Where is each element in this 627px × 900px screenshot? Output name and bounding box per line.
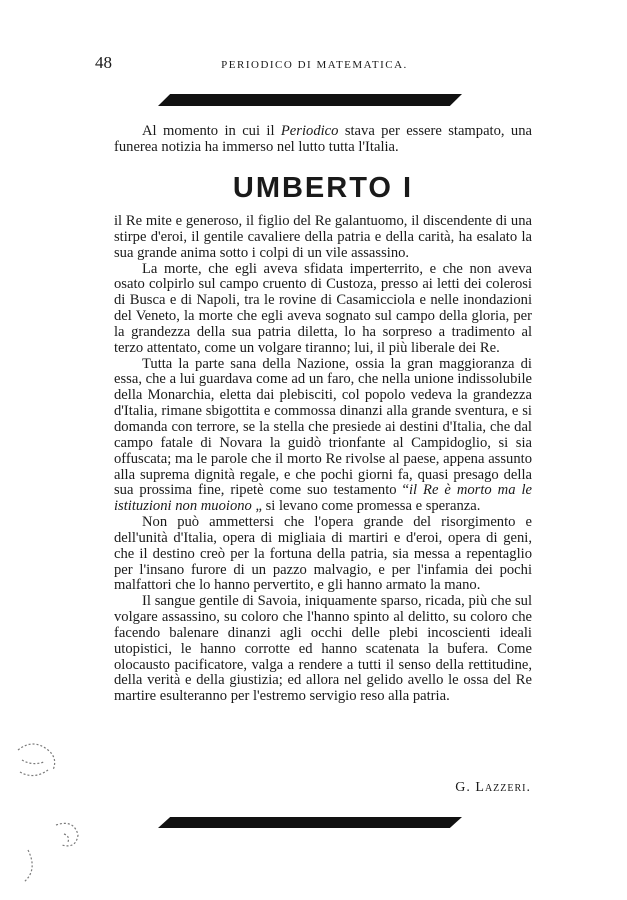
- intro-after: stava per essere stampato, una funerea notizia ha immerso nel lutto tutta l'Italia.: [114, 123, 532, 155]
- paragraph-3-after: „ si levano come promessa e speranza.: [251, 498, 481, 515]
- paragraph-3: [114, 357, 532, 515]
- page-number: 48: [95, 53, 112, 72]
- page-header: [95, 53, 537, 73]
- article-title: UMBERTO I: [232, 172, 414, 204]
- running-head: PERIODICO DI MATEMATICA.: [221, 59, 408, 71]
- king-quote: il Re è morto ma le istituzioni non muoiono: [114, 482, 532, 515]
- paragraph-4: Non può ammettersi che l'opera grande del risorgimento e dell'unità d'Italia, opera di migliaia di martiri e d'eroi, opera di geni, che il destino creò per la fortuna della patria, sia messa a repentaglio per l'insano furore di un pazzo malvagio, e per l'infamia dei pochi malfattori che lo hanno pervertito, e gli hanno armato la mano.: [114, 514, 532, 594]
- author-signature: G. Lazzeri.: [455, 780, 531, 795]
- paragraph-2: La morte, che egli aveva sfidata imperterrito, e che non aveva osato colpirlo sul campo cruento di Custoza, presso ai letti dei colerosi di Busca e di Napoli, tra le rovine di Casamicciola e nelle inondazioni del Veneto, la morte che egli aveva sognato sul campo della gloria, per la grandezza della sua patria diletta, lo ha sorpreso a tradimento al terzo attentato, come un volgare tiranno; lui, il più liberale dei Re.: [114, 260, 532, 356]
- paragraph-5: Il sangue gentile di Savoia, iniquamente sparso, ricada, più che sul volgare assassino, su coloro che l'hanno spinto al delitto, su coloro che facendo balenare dinanzi agli occhi delle plebi incoscienti ideali utopistici, le hanno corrotte ed hanno scatenata la bufera. Come olocausto pacificatore, valga a rendere a tutti il senso della rettitudine, della verità e della giustizia; ed allora nel gelido avello le ossa del Re martire esulteranno per l'estremo servigio reso alla patria.: [114, 593, 532, 705]
- intro-before: Al momento in cui il: [142, 123, 281, 139]
- paragraph-3-before: Tutta la parte sana della Nazione, ossia la gran maggioranza di essa, che a lui guardava come ad un faro, che nella unione indissolubile della Monarchia, eletta dai plebisciti, col popolo vedeva la grandezza d'Italia, rimane sbigottita e commossa dinanzi alla grande sventura, e si domanda con terrore, se la stella che presiede ai destini d'Italia, che dal campo fatale di Novara la guidò trionfante al Campidoglio, si sia offuscata; ma le parole che il morto Re rivolse al paese, appena assunto alla suprema dignità regale, e che pochi giorni fa, quasi presago della sua prossima fine, ripetè come suo testamento “: [114, 355, 532, 499]
- article-body: [114, 214, 532, 705]
- top-decorative-rule: [158, 94, 462, 106]
- journal-name: Periodico: [280, 123, 339, 139]
- bottom-decorative-rule: [158, 817, 462, 828]
- library-stamp-icon: [8, 730, 88, 890]
- paragraph-1: il Re mite e generoso, il figlio del Re galantuomo, il discendente di una stirpe d'eroi, il gentile cavaliere della patria e della carità, ha esalato la sua grande anima sotto i colpi di un vile assassino.: [114, 213, 532, 261]
- intro-paragraph: [114, 124, 532, 156]
